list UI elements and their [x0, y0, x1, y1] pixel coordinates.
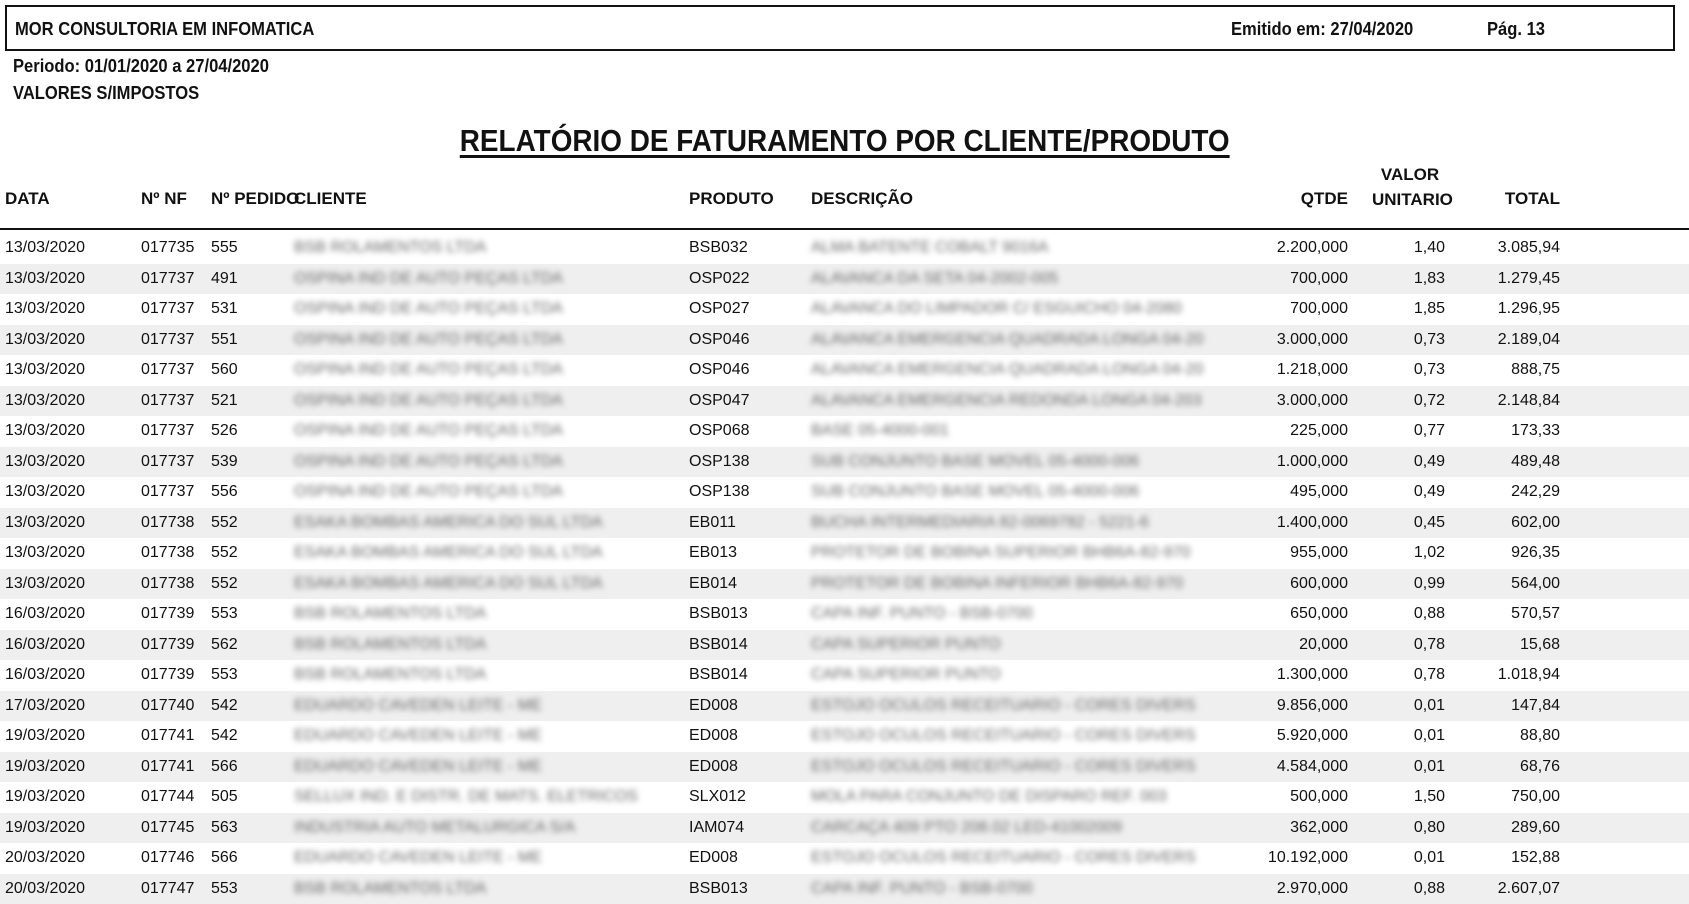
table-row — [0, 721, 1689, 752]
cell-data: 16/03/2020 — [5, 605, 85, 623]
report-table-body — [0, 233, 1689, 904]
cell-data: 13/03/2020 — [5, 422, 85, 440]
cell-produto: OSP027 — [689, 300, 749, 318]
cell-cliente: INDUSTRIA AUTO METALURGICA S/A — [294, 819, 575, 837]
cell-nf: 017738 — [141, 544, 194, 562]
cell-descricao: ALMA BATENTE COBALT 9016A — [811, 239, 1048, 257]
cell-produto: EB013 — [689, 544, 737, 562]
cell-qtde: 1.000,000 — [1248, 453, 1348, 471]
cell-valor: 0,49 — [1348, 483, 1445, 501]
cell-total: 1.279,45 — [1460, 270, 1560, 288]
report-title-text: RELATÓRIO DE FATURAMENTO POR CLIENTE/PRODUTO — [460, 123, 1230, 159]
cell-data: 13/03/2020 — [5, 575, 85, 593]
cell-qtde: 600,000 — [1248, 575, 1348, 593]
cell-total: 888,75 — [1460, 361, 1560, 379]
cell-qtde: 1.218,000 — [1248, 361, 1348, 379]
cell-pedido: 539 — [211, 453, 238, 471]
cell-nf: 017741 — [141, 758, 194, 776]
col-header-qtde: QTDE — [1248, 186, 1348, 211]
cell-qtde: 650,000 — [1248, 605, 1348, 623]
cell-valor: 0,78 — [1348, 636, 1445, 654]
cell-cliente: EDUARDO CAVEDEN LEITE - ME — [294, 697, 542, 715]
cell-pedido: 553 — [211, 666, 238, 684]
emission-date: Emitido em: 27/04/2020 — [1231, 19, 1413, 40]
table-row — [0, 752, 1689, 783]
cell-qtde: 225,000 — [1248, 422, 1348, 440]
col-header-nf: Nº NF — [141, 186, 187, 211]
table-row — [0, 233, 1689, 264]
cell-descricao: ALAVANCA EMERGENCIA QUADRADA LONGA 04-20 — [811, 361, 1203, 379]
cell-nf: 017738 — [141, 575, 194, 593]
cell-cliente: BSB ROLAMENTOS LTDA — [294, 239, 486, 257]
cell-produto: BSB014 — [689, 666, 748, 684]
period-label: Periodo: 01/01/2020 a 27/04/2020 — [13, 56, 269, 77]
cell-cliente: OSPINA IND DE AUTO PEÇAS LTDA — [294, 392, 563, 410]
cell-produto: OSP047 — [689, 392, 749, 410]
cell-total: 2.189,04 — [1460, 331, 1560, 349]
cell-total: 68,76 — [1460, 758, 1560, 776]
cell-nf: 017737 — [141, 422, 194, 440]
table-row — [0, 813, 1689, 844]
cell-produto: OSP068 — [689, 422, 749, 440]
cell-valor: 0,01 — [1348, 727, 1445, 745]
cell-qtde: 1.400,000 — [1248, 514, 1348, 532]
cell-nf: 017737 — [141, 483, 194, 501]
cell-valor: 0,80 — [1348, 819, 1445, 837]
cell-qtde: 700,000 — [1248, 270, 1348, 288]
cell-qtde: 700,000 — [1248, 300, 1348, 318]
cell-pedido: 566 — [211, 758, 238, 776]
cell-data: 20/03/2020 — [5, 849, 85, 867]
cell-descricao: BUCHA INTERMEDIARIA 82-0069782 - 5221-6 — [811, 514, 1149, 532]
table-row — [0, 447, 1689, 478]
col-header-produto: PRODUTO — [689, 186, 774, 211]
cell-descricao: ESTOJO OCULOS RECEITUARIO - CORES DIVERS — [811, 727, 1196, 745]
cell-cliente: BSB ROLAMENTOS LTDA — [294, 605, 486, 623]
cell-nf: 017737 — [141, 300, 194, 318]
table-row — [0, 782, 1689, 813]
company-name: MOR CONSULTORIA EM INFOMATICA — [15, 19, 314, 40]
cell-data: 19/03/2020 — [5, 727, 85, 745]
cell-valor: 0,88 — [1348, 880, 1445, 898]
col-header-data: DATA — [5, 186, 50, 211]
col-header-valor-line2: UNITARIO — [1372, 187, 1448, 212]
col-header-descricao: DESCRIÇÃO — [811, 186, 913, 211]
cell-cliente: BSB ROLAMENTOS LTDA — [294, 880, 486, 898]
cell-total: 15,68 — [1460, 636, 1560, 654]
col-header-valor — [1372, 162, 1448, 212]
cell-pedido: 491 — [211, 270, 238, 288]
cell-nf: 017740 — [141, 697, 194, 715]
cell-descricao: CAPA INF. PUNTO - BSB-0700 — [811, 880, 1033, 898]
report-title — [0, 123, 1689, 159]
cell-valor: 1,50 — [1348, 788, 1445, 806]
cell-data: 13/03/2020 — [5, 453, 85, 471]
cell-total: 489,48 — [1460, 453, 1560, 471]
cell-valor: 0,77 — [1348, 422, 1445, 440]
cell-produto: EB014 — [689, 575, 737, 593]
cell-produto: ED008 — [689, 727, 738, 745]
cell-descricao: SUB CONJUNTO BASE MOVEL 05-4000-006 — [811, 453, 1139, 471]
cell-valor: 1,85 — [1348, 300, 1445, 318]
cell-total: 173,33 — [1460, 422, 1560, 440]
cell-descricao: CARCAÇA 409 PTO 208.02 LED-41002009 — [811, 819, 1122, 837]
cell-pedido: 552 — [211, 575, 238, 593]
cell-produto: ED008 — [689, 697, 738, 715]
cell-data: 13/03/2020 — [5, 331, 85, 349]
cell-descricao: PROTETOR DE BOBINA SUPERIOR BHB6A-82-970 — [811, 544, 1190, 562]
cell-valor: 0,78 — [1348, 666, 1445, 684]
cell-qtde: 2.970,000 — [1248, 880, 1348, 898]
cell-valor: 0,45 — [1348, 514, 1445, 532]
cell-nf: 017747 — [141, 880, 194, 898]
cell-nf: 017737 — [141, 270, 194, 288]
cell-produto: BSB013 — [689, 605, 748, 623]
cell-qtde: 362,000 — [1248, 819, 1348, 837]
cell-valor: 0,99 — [1348, 575, 1445, 593]
cell-valor: 1,40 — [1348, 239, 1445, 257]
table-row — [0, 569, 1689, 600]
cell-total: 1.296,95 — [1460, 300, 1560, 318]
cell-qtde: 500,000 — [1248, 788, 1348, 806]
col-header-pedido: Nº PEDIDO — [211, 186, 299, 211]
cell-valor: 0,73 — [1348, 331, 1445, 349]
table-row — [0, 843, 1689, 874]
cell-descricao: ESTOJO OCULOS RECEITUARIO - CORES DIVERS — [811, 849, 1196, 867]
values-note: VALORES S/IMPOSTOS — [13, 83, 199, 104]
table-row — [0, 477, 1689, 508]
report-header-box — [5, 5, 1675, 51]
cell-cliente: OSPINA IND DE AUTO PEÇAS LTDA — [294, 300, 563, 318]
cell-produto: BSB032 — [689, 239, 748, 257]
cell-total: 289,60 — [1460, 819, 1560, 837]
cell-cliente: EDUARDO CAVEDEN LEITE - ME — [294, 727, 542, 745]
cell-cliente: OSPINA IND DE AUTO PEÇAS LTDA — [294, 422, 563, 440]
table-row — [0, 264, 1689, 295]
cell-nf: 017745 — [141, 819, 194, 837]
cell-total: 926,35 — [1460, 544, 1560, 562]
cell-pedido: 542 — [211, 697, 238, 715]
cell-pedido: 560 — [211, 361, 238, 379]
cell-pedido: 566 — [211, 849, 238, 867]
cell-nf: 017739 — [141, 636, 194, 654]
cell-produto: SLX012 — [689, 788, 746, 806]
cell-data: 13/03/2020 — [5, 392, 85, 410]
cell-produto: OSP138 — [689, 483, 749, 501]
cell-pedido: 526 — [211, 422, 238, 440]
cell-total: 242,29 — [1460, 483, 1560, 501]
cell-total: 2.148,84 — [1460, 392, 1560, 410]
cell-nf: 017735 — [141, 239, 194, 257]
cell-qtde: 5.920,000 — [1248, 727, 1348, 745]
cell-data: 13/03/2020 — [5, 270, 85, 288]
cell-total: 88,80 — [1460, 727, 1560, 745]
table-row — [0, 691, 1689, 722]
cell-produto: ED008 — [689, 849, 738, 867]
cell-valor: 1,83 — [1348, 270, 1445, 288]
cell-cliente: OSPINA IND DE AUTO PEÇAS LTDA — [294, 453, 563, 471]
cell-pedido: 531 — [211, 300, 238, 318]
cell-valor: 1,02 — [1348, 544, 1445, 562]
cell-produto: OSP046 — [689, 361, 749, 379]
table-row — [0, 386, 1689, 417]
cell-data: 13/03/2020 — [5, 544, 85, 562]
table-row — [0, 630, 1689, 661]
cell-produto: OSP138 — [689, 453, 749, 471]
cell-qtde: 495,000 — [1248, 483, 1348, 501]
cell-descricao: ALAVANCA EMERGENCIA REDONDA LONGA 04-203 — [811, 392, 1202, 410]
cell-qtde: 20,000 — [1248, 636, 1348, 654]
cell-total: 564,00 — [1460, 575, 1560, 593]
cell-pedido: 563 — [211, 819, 238, 837]
cell-produto: OSP022 — [689, 270, 749, 288]
table-row — [0, 355, 1689, 386]
table-row — [0, 416, 1689, 447]
cell-qtde: 3.000,000 — [1248, 392, 1348, 410]
cell-nf: 017746 — [141, 849, 194, 867]
cell-descricao: ALAVANCA DO LIMPADOR C/ ESGUICHO 04-2080 — [811, 300, 1182, 318]
cell-nf: 017738 — [141, 514, 194, 532]
cell-data: 13/03/2020 — [5, 361, 85, 379]
cell-descricao: ESTOJO OCULOS RECEITUARIO - CORES DIVERS — [811, 697, 1196, 715]
cell-total: 3.085,94 — [1460, 239, 1560, 257]
cell-descricao: CAPA SUPERIOR PUNTO — [811, 666, 1001, 684]
cell-produto: EB011 — [689, 514, 736, 532]
cell-produto: IAM074 — [689, 819, 744, 837]
cell-nf: 017744 — [141, 788, 194, 806]
cell-qtde: 3.000,000 — [1248, 331, 1348, 349]
cell-pedido: 562 — [211, 636, 238, 654]
cell-cliente: EDUARDO CAVEDEN LEITE - ME — [294, 758, 542, 776]
cell-cliente: OSPINA IND DE AUTO PEÇAS LTDA — [294, 270, 563, 288]
cell-data: 13/03/2020 — [5, 300, 85, 318]
cell-cliente: ESAKA BOMBAS AMERICA DO SUL LTDA — [294, 544, 603, 562]
cell-nf: 017737 — [141, 331, 194, 349]
cell-data: 13/03/2020 — [5, 514, 85, 532]
cell-total: 152,88 — [1460, 849, 1560, 867]
cell-nf: 017737 — [141, 392, 194, 410]
table-row — [0, 538, 1689, 569]
table-row — [0, 294, 1689, 325]
cell-pedido: 556 — [211, 483, 238, 501]
cell-qtde: 10.192,000 — [1248, 849, 1348, 867]
cell-data: 13/03/2020 — [5, 239, 85, 257]
cell-pedido: 551 — [211, 331, 238, 349]
table-row — [0, 599, 1689, 630]
cell-data: 16/03/2020 — [5, 636, 85, 654]
cell-cliente: ESAKA BOMBAS AMERICA DO SUL LTDA — [294, 514, 603, 532]
cell-qtde: 1.300,000 — [1248, 666, 1348, 684]
cell-pedido: 552 — [211, 514, 238, 532]
cell-data: 16/03/2020 — [5, 666, 85, 684]
cell-valor: 0,01 — [1348, 758, 1445, 776]
col-header-valor-line1: VALOR — [1372, 162, 1448, 187]
cell-pedido: 552 — [211, 544, 238, 562]
cell-descricao: SUB CONJUNTO BASE MOVEL 05-4000-006 — [811, 483, 1139, 501]
cell-pedido: 521 — [211, 392, 238, 410]
cell-valor: 0,01 — [1348, 697, 1445, 715]
cell-data: 19/03/2020 — [5, 758, 85, 776]
cell-valor: 0,01 — [1348, 849, 1445, 867]
cell-nf: 017739 — [141, 605, 194, 623]
cell-total: 1.018,94 — [1460, 666, 1560, 684]
cell-total: 570,57 — [1460, 605, 1560, 623]
cell-total: 2.607,07 — [1460, 880, 1560, 898]
cell-cliente: SELLUX IND. E DISTR. DE MATS. ELETRICOS — [294, 788, 638, 806]
cell-produto: ED008 — [689, 758, 738, 776]
cell-qtde: 955,000 — [1248, 544, 1348, 562]
table-row — [0, 660, 1689, 691]
cell-nf: 017737 — [141, 453, 194, 471]
cell-cliente: EDUARDO CAVEDEN LEITE - ME — [294, 849, 542, 867]
cell-cliente: OSPINA IND DE AUTO PEÇAS LTDA — [294, 361, 563, 379]
cell-descricao: CAPA INF. PUNTO - BSB-0700 — [811, 605, 1033, 623]
cell-total: 602,00 — [1460, 514, 1560, 532]
cell-data: 19/03/2020 — [5, 819, 85, 837]
cell-total: 750,00 — [1460, 788, 1560, 806]
cell-total: 147,84 — [1460, 697, 1560, 715]
cell-valor: 0,88 — [1348, 605, 1445, 623]
cell-descricao: ALAVANCA DA SETA 04-2002-005 — [811, 270, 1058, 288]
cell-cliente: BSB ROLAMENTOS LTDA — [294, 636, 486, 654]
cell-produto: OSP046 — [689, 331, 749, 349]
cell-nf: 017741 — [141, 727, 194, 745]
cell-descricao: MOLA PARA CONJUNTO DE DISPARO REF. 003 — [811, 788, 1167, 806]
page-number: Pág. 13 — [1487, 19, 1545, 40]
cell-qtde: 9.856,000 — [1248, 697, 1348, 715]
col-header-total: TOTAL — [1460, 186, 1560, 211]
table-row — [0, 508, 1689, 539]
cell-valor: 0,49 — [1348, 453, 1445, 471]
cell-descricao: ALAVANCA EMERGENCIA QUADRADA LONGA 04-20 — [811, 331, 1203, 349]
cell-data: 20/03/2020 — [5, 880, 85, 898]
header-rule — [0, 228, 1689, 230]
cell-pedido: 505 — [211, 788, 238, 806]
cell-pedido: 555 — [211, 239, 238, 257]
cell-data: 13/03/2020 — [5, 483, 85, 501]
cell-cliente: ESAKA BOMBAS AMERICA DO SUL LTDA — [294, 575, 603, 593]
cell-nf: 017739 — [141, 666, 194, 684]
cell-produto: BSB014 — [689, 636, 748, 654]
cell-produto: BSB013 — [689, 880, 748, 898]
cell-descricao: PROTETOR DE BOBINA INFERIOR BHB6A-82-970 — [811, 575, 1183, 593]
cell-pedido: 542 — [211, 727, 238, 745]
cell-valor: 0,73 — [1348, 361, 1445, 379]
cell-pedido: 553 — [211, 605, 238, 623]
cell-valor: 0,72 — [1348, 392, 1445, 410]
cell-pedido: 553 — [211, 880, 238, 898]
cell-nf: 017737 — [141, 361, 194, 379]
cell-cliente: BSB ROLAMENTOS LTDA — [294, 666, 486, 684]
col-header-cliente: CLIENTE — [294, 186, 367, 211]
cell-qtde: 2.200,000 — [1248, 239, 1348, 257]
cell-qtde: 4.584,000 — [1248, 758, 1348, 776]
cell-descricao: BASE 05-4000-001 — [811, 422, 949, 440]
cell-data: 19/03/2020 — [5, 788, 85, 806]
cell-cliente: OSPINA IND DE AUTO PEÇAS LTDA — [294, 483, 563, 501]
cell-descricao: ESTOJO OCULOS RECEITUARIO - CORES DIVERS — [811, 758, 1196, 776]
table-row — [0, 325, 1689, 356]
table-row — [0, 874, 1689, 904]
cell-cliente: OSPINA IND DE AUTO PEÇAS LTDA — [294, 331, 563, 349]
cell-data: 17/03/2020 — [5, 697, 85, 715]
cell-descricao: CAPA SUPERIOR PUNTO — [811, 636, 1001, 654]
